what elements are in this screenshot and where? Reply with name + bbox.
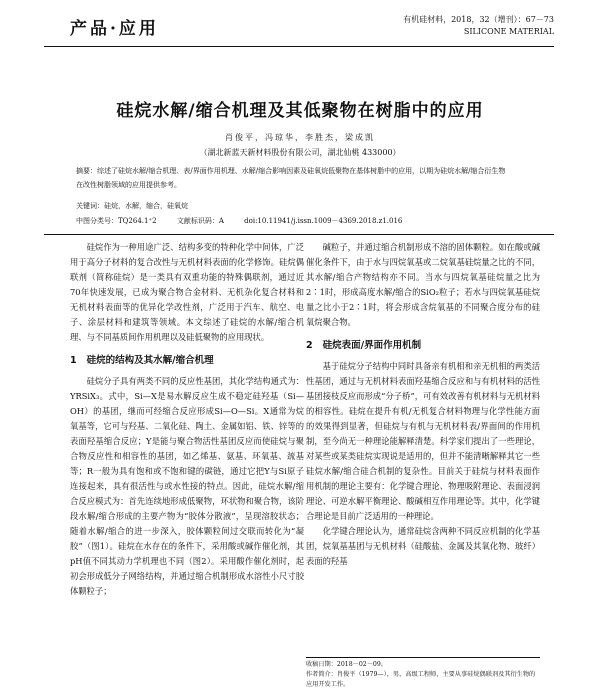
section-1-title: 硅烷的结构及其水解/缩合机理	[86, 355, 214, 366]
right-column	[306, 240, 540, 569]
author-bio: 作者简介：肖俊平（1979—），男，高级工程师，主要从事硅烷偶联剂及其衍生物的应用开发工作。	[306, 671, 536, 688]
journal-citation: 有机硅材料，2018，32（增刊）：67－73	[403, 15, 554, 24]
author-list: 肖俊平，冯琼华，李胜杰，梁成凯	[225, 133, 375, 142]
section-1-continuation: 碱粒子，并通过缩合机制形成不溶的固体颗粒。如在酸或碱催化条件下，由于水与四烷氧基或二烷氧基硅烷量之比的不同，其水解/缩合产物结构亦不同。当水与四烷氧基硅烷量之比为2∶1时，形成高度水解/缩合的SiO₂粒子；若水与四烷氧基硅烷量之比小于2∶1时，将会形成含烷氧基的不同聚合度分布的硅氧烷聚合物。	[306, 242, 540, 327]
section-2-title: 硅烷表面/界面作用机制	[322, 340, 422, 351]
header-divider	[44, 234, 554, 235]
section-1-paragraph: 硅烷分子具有两类不同的反应性基团，其化学结构通式为：YRSiX₃。式中，Si—X是易水解反应生成不稳定硅羟基（Si—OH）的基团，继而可经缩合反应形成Si—O—Si。X通常为烷氧基等，它可与羟基、二氧化硅、陶土、金属如铝、铁、锌等的表面羟基缩合反应；Y是能与聚合物活性基团反应而使硅烷与聚合物反应性和相容性的基团，如乙烯基、氨基、环氧基、巯基等；R一般为具有饱和或不饱和键的碳链，通过它把Y与Si原子连接起来，具有很活性与或水性接的特点。因此，硅烷水解/缩合反应模式为：首先连续地形成低聚物，环状物和聚合物，该阶段水解/缩合形成的主要产物为“胶体分散液”，呈现溶胶状态；随着水解/缩合的进一步深入，胶体颗粒间过交联而转化为“凝胶”（图1）。硅烷在水存在的条件下，采用酸或碱作催化剂，其pH值不同其动力学机理也不同（图2）。采用酸作催化剂时，起初会形成低分子网络结构，并通过缩合机制形成水溶性小尺寸胶体颗粒子；	[70, 376, 304, 596]
left-column	[70, 240, 304, 599]
article-title: 硅烷水解/缩合机理及其低聚物在树脂中的应用	[116, 101, 484, 121]
doi: doi:10.11941/j.issn.1009－4369.2018.z1.016	[244, 217, 403, 225]
section-2-heading	[306, 338, 540, 353]
running-header	[44, 12, 554, 47]
section-2-paragraph-2: 化学键合理论认为，通常硅烷含两种不同反应机制的化学基团，烷氧基基团与无机材料（硅酸盐、金属及其氧化物、玻纤）表面的羟基	[306, 526, 540, 566]
clc-number: 中图分类号：TQ264.1⁺2	[76, 217, 157, 225]
classification-line	[76, 216, 420, 226]
section-name: 产品·应用	[70, 19, 159, 39]
section-1-number: 1	[70, 355, 77, 366]
keywords: 关键词：硅烷，水解，缩合，硅氧烷	[76, 202, 188, 210]
section-2-number: 2	[306, 340, 313, 351]
intro-paragraph: 硅烷作为一种用途广泛、结构多变的特种化学中间体，广泛用于高分子材料的复合改性与无机材料表面的化学修饰。硅烷偶联剂（简称硅烷）是一类具有双重功能的特殊偶联剂，通过近70年快速发展，已成为聚合物合金材料、无机杂化复合材料和无机材料表面等的优异化学改性剂，广泛用于汽车、航空、电子、涂层材料和建筑等领域。本文综述了硅烷的水解/缩合机理、与不同基质间作用机理以及硅低聚物的应用现状。	[70, 242, 304, 342]
footnote	[306, 657, 540, 690]
author-affiliation: （湖北新蓝天新材料股份有限公司，湖北仙桃 433000）	[199, 148, 401, 157]
journal-english-name: SILICONE MATERIAL	[463, 27, 554, 36]
journal-info	[403, 14, 554, 38]
document-code: 文献标识码：A	[176, 217, 224, 225]
received-date: 收稿日期：2018－02－09。	[306, 661, 387, 668]
section-1-heading	[70, 353, 304, 368]
section-2-paragraph-1: 基于硅烷分子结构中同时具备亲有机相和亲无机相的两类活性基团，通过与无机材料表面羟基缩合反应和与有机材料的活性基团接枝反应而形成“分子桥”，可有效改善有机材料与无机材料的相容性。硅烷在提升有机/无机复合材料物理与化学性能方面的效果得到显著，但硅烷与有机与无机材料表/界面间的作用机制，至今尚无一种理论能解释清楚。科学家们提出了一些理论，对某些或某类硅烷实现说是适用的，但并不能清晰解释其它一些硅烷水解/缩合硅合机制的复杂性。目前关于硅烷与材料表面作用机制的理论主要有：化学键合理论、物理吸附理论、表面浸润理论、可逆水解平衡理论、酸碱相互作用理论等。其中，化学键合理论是目前广泛适用的一种理论。	[306, 361, 540, 521]
abstract: 摘要：综述了硅烷水解/缩合机理、表/界面作用机理、水解/缩合影响因素及硅氧烷低聚物在基体树脂中的应用，以期为硅烷水解/缩合衍生物在改性树脂领域的应用提供参考。	[76, 167, 506, 189]
